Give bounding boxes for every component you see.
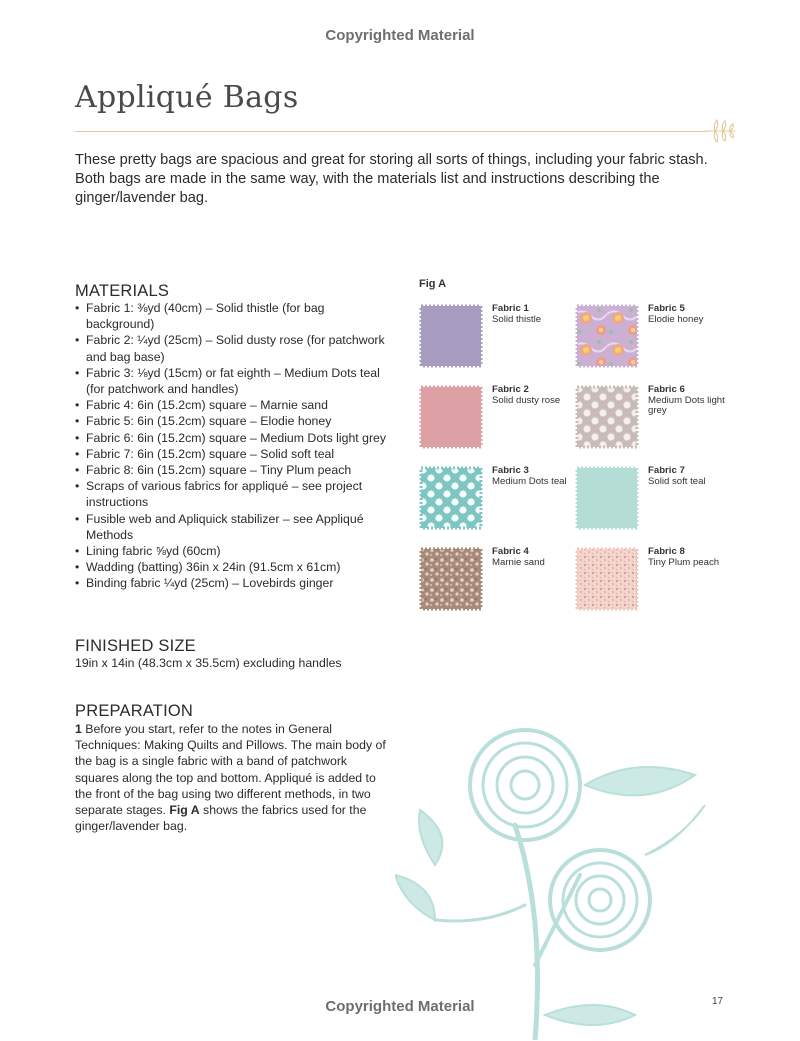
preparation-step-1 [75,721,387,834]
fabric-swatch-3 [419,466,483,530]
list-item: • Wadding (batting) 36in x 24in (91.5cm x 61cm) [75,559,395,575]
step-text: Before you start, refer to the notes in General Techniques: Making Quilts and Pillows. The main body of the bag is a single fabric with a band of patchwork squares along the top and bottom. Appliqué is added to the front of the bag using two different methods, in two separate stages. [75,722,386,818]
fabric-swatch-2 [419,385,483,449]
figure-label: Fig A [419,278,447,290]
finished-size-heading: FINISHED SIZE [75,637,196,655]
fabric-8-caption: Fabric 8 Tiny Plum peach [648,546,720,568]
fabric-swatch-8 [575,547,639,611]
fabric-7-caption: Fabric 7 Solid soft teal [648,465,706,487]
list-item: • Fabric 2: ¼yd (25cm) – Solid dusty rose (for patchwork and bag base) [75,332,395,364]
list-item: • Fabric 8: 6in (15.2cm) square – Tiny Plum peach [75,462,395,478]
fabric-swatch-5 [575,304,639,368]
materials-list [75,300,395,592]
step-number: 1 [75,722,82,736]
fabric-swatch-6 [575,385,639,449]
intro-paragraph: These pretty bags are spacious and great for storing all sorts of things, including your fabric stash. Both bags are made in the same way, with the materials list and instructions describing the ginger/lavender bag. [75,152,708,206]
sprig-ornament-icon [703,116,737,146]
copyright-watermark-top: Copyrighted Material [325,27,475,44]
fabric-swatch-4 [419,547,483,611]
list-item: • Scraps of various fabrics for appliqué – see project instructions [75,478,395,510]
title-divider [75,131,707,132]
preparation-heading: PREPARATION [75,702,194,720]
list-item: • Fusible web and Apliquick stabilizer – see Appliqué Methods [75,511,395,543]
decorative-flower-illustration [395,715,725,1040]
materials-heading: MATERIALS [75,282,170,300]
list-item: • Fabric 6: 6in (15.2cm) square – Medium Dots light grey [75,430,395,446]
list-item: • Fabric 4: 6in (15.2cm) square – Marnie sand [75,397,395,413]
list-item: • Fabric 7: 6in (15.2cm) square – Solid soft teal [75,446,395,462]
fabric-swatch-1 [419,304,483,368]
fabric-1-caption: Fabric 1 Solid thistle [492,303,542,325]
figure-reference: Fig A [169,803,200,818]
list-item: • Binding fabric ¼yd (25cm) – Lovebirds ginger [75,575,395,591]
fabric-swatch-7 [575,466,639,530]
fabric-6-caption: Fabric 6 Medium Dots light grey [648,384,725,416]
page-title: Appliqué Bags [75,80,299,115]
page-number: 17 [712,996,724,1007]
list-item: • Fabric 1: ⅜yd (40cm) – Solid thistle (for bag background) [75,300,395,332]
fabric-3-caption: Fabric 3 Medium Dots teal [492,465,567,487]
fabric-5-caption: Fabric 5 Elodie honey [648,303,704,325]
fabric-4-caption: Fabric 4 Marnie sand [492,546,545,568]
copyright-watermark-bottom: Copyrighted Material [325,998,475,1015]
fabric-2-caption: Fabric 2 Solid dusty rose [492,384,561,406]
list-item: • Fabric 5: 6in (15.2cm) square – Elodie honey [75,413,395,429]
list-item: • Fabric 3: ⅛yd (15cm) or fat eighth – Medium Dots teal (for patchwork and handles) [75,365,395,397]
list-item: • Lining fabric ⅝yd (60cm) [75,543,395,559]
finished-size-text: 19in x 14in (48.3cm x 35.5cm) excluding handles [75,656,342,670]
step-text: shows the fabrics used for the ginger/lavender bag. [75,803,367,834]
